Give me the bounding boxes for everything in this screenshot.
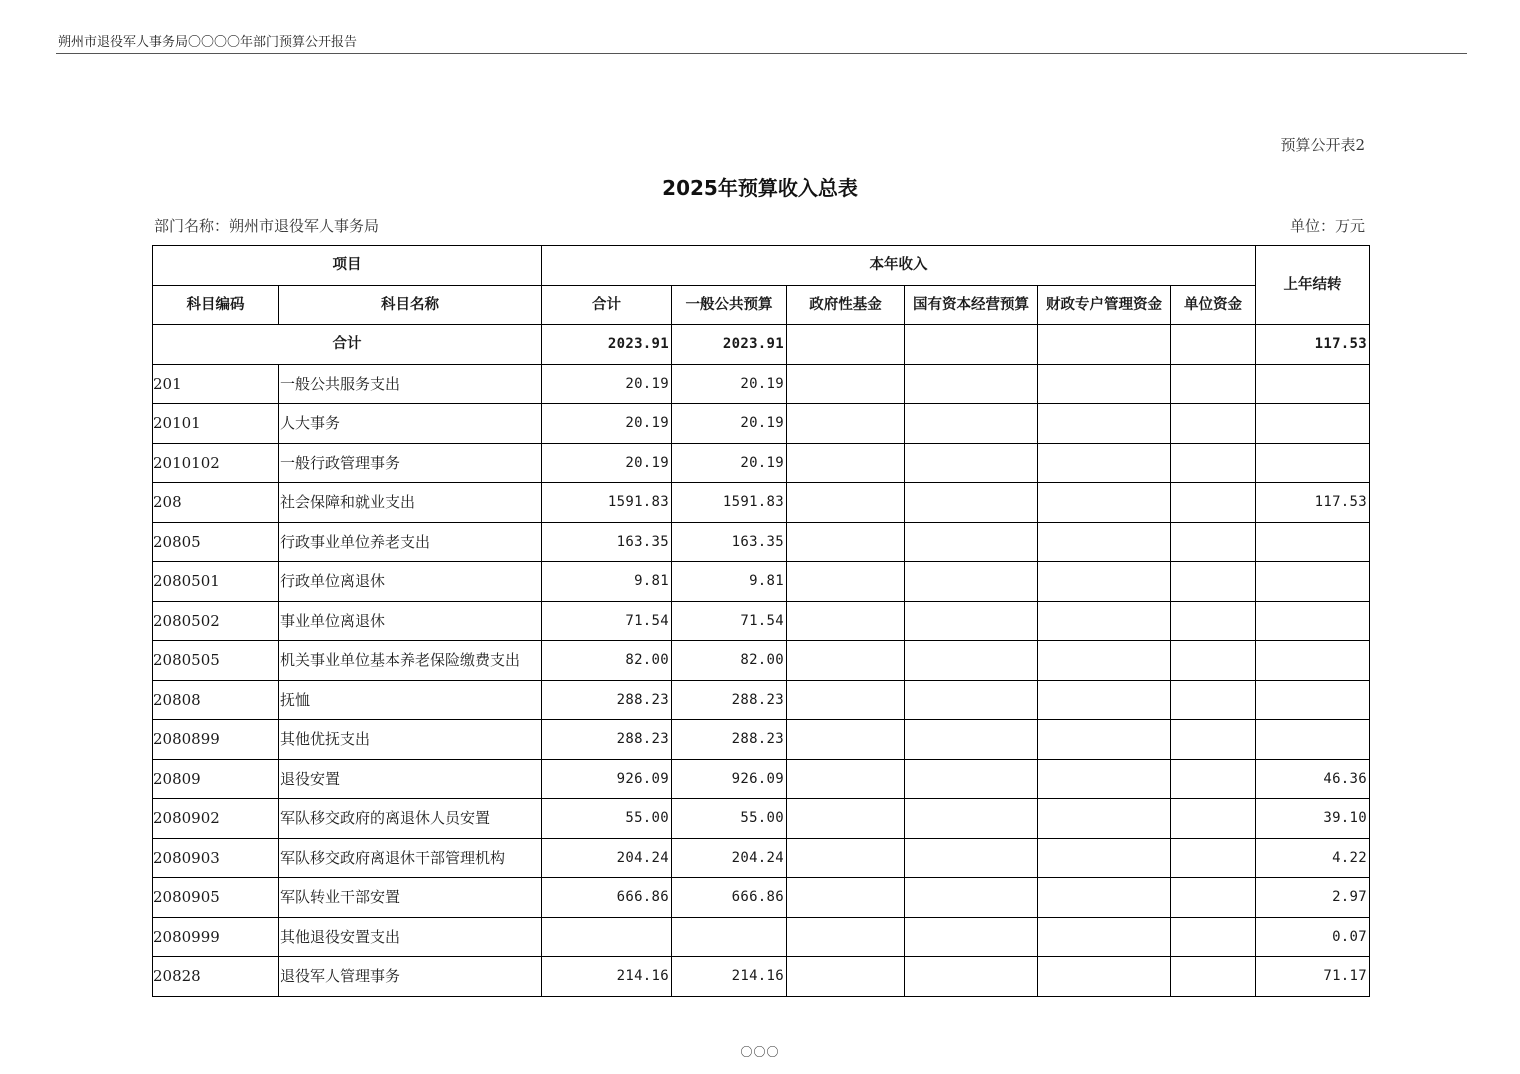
row-total: 20.19 [542, 443, 672, 483]
row-unit [1171, 562, 1256, 602]
row-carryover: 117.53 [1256, 483, 1370, 523]
row-special [1038, 641, 1171, 681]
department-name: 部门名称：朔州市退役军人事务局 [154, 217, 380, 235]
row-code: 2010102 [153, 443, 279, 483]
row-name: 其他退役安置支出 [279, 917, 542, 957]
header-prior-year-carryover: 上年结转 [1256, 246, 1370, 325]
row-gov-fund [787, 522, 905, 562]
row-name: 机关事业单位基本养老保险缴费支出 [279, 641, 542, 681]
row-gov-fund [787, 404, 905, 444]
row-state-capital [905, 522, 1038, 562]
row-state-capital [905, 720, 1038, 760]
row-state-capital [905, 917, 1038, 957]
row-special [1038, 759, 1171, 799]
row-unit [1171, 957, 1256, 997]
row-general [672, 917, 787, 957]
row-total: 288.23 [542, 720, 672, 760]
row-code: 2080505 [153, 641, 279, 681]
row-carryover [1256, 562, 1370, 602]
row-code: 2080903 [153, 838, 279, 878]
total-state-capital [905, 325, 1038, 365]
row-name: 军队转业干部安置 [279, 878, 542, 918]
row-unit [1171, 522, 1256, 562]
row-general: 9.81 [672, 562, 787, 602]
row-carryover [1256, 364, 1370, 404]
row-general: 55.00 [672, 799, 787, 839]
header-unit-funds: 单位资金 [1171, 285, 1256, 325]
row-unit [1171, 720, 1256, 760]
row-code: 201 [153, 364, 279, 404]
row-name: 军队移交政府的离退休人员安置 [279, 799, 542, 839]
row-carryover: 0.07 [1256, 917, 1370, 957]
total-gov-fund [787, 325, 905, 365]
row-state-capital [905, 601, 1038, 641]
row-carryover [1256, 720, 1370, 760]
row-name: 事业单位离退休 [279, 601, 542, 641]
row-general: 204.24 [672, 838, 787, 878]
row-total: 163.35 [542, 522, 672, 562]
row-gov-fund [787, 799, 905, 839]
row-total: 204.24 [542, 838, 672, 878]
row-unit [1171, 799, 1256, 839]
table-row [153, 641, 1370, 681]
row-special [1038, 878, 1171, 918]
header-general-public-budget: 一般公共预算 [672, 285, 787, 325]
row-state-capital [905, 562, 1038, 602]
row-unit [1171, 483, 1256, 523]
row-carryover [1256, 443, 1370, 483]
row-unit [1171, 601, 1256, 641]
row-unit [1171, 641, 1256, 681]
row-total: 214.16 [542, 957, 672, 997]
row-unit [1171, 680, 1256, 720]
row-general: 214.16 [672, 957, 787, 997]
row-special [1038, 562, 1171, 602]
row-carryover [1256, 522, 1370, 562]
row-gov-fund [787, 364, 905, 404]
table-row [153, 878, 1370, 918]
table-row [153, 443, 1370, 483]
row-gov-fund [787, 838, 905, 878]
total-sum: 2023.91 [542, 325, 672, 365]
row-gov-fund [787, 680, 905, 720]
row-total: 1591.83 [542, 483, 672, 523]
row-carryover: 39.10 [1256, 799, 1370, 839]
row-state-capital [905, 799, 1038, 839]
row-code: 2080905 [153, 878, 279, 918]
row-carryover: 46.36 [1256, 759, 1370, 799]
header-total: 合计 [542, 285, 672, 325]
total-carryover: 117.53 [1256, 325, 1370, 365]
table-row [153, 364, 1370, 404]
row-gov-fund [787, 759, 905, 799]
header-current-year-income: 本年收入 [542, 246, 1256, 286]
row-total: 71.54 [542, 601, 672, 641]
row-carryover [1256, 601, 1370, 641]
running-header: 朔州市退役军人事务局〇〇〇〇年部门预算公开报告 [58, 35, 358, 50]
row-state-capital [905, 641, 1038, 681]
row-general: 1591.83 [672, 483, 787, 523]
row-special [1038, 483, 1171, 523]
row-unit [1171, 364, 1256, 404]
row-total: 55.00 [542, 799, 672, 839]
total-unit [1171, 325, 1256, 365]
total-special [1038, 325, 1171, 365]
table-row [153, 799, 1370, 839]
row-code: 2080899 [153, 720, 279, 760]
row-gov-fund [787, 917, 905, 957]
table-row [153, 838, 1370, 878]
row-general: 926.09 [672, 759, 787, 799]
row-general: 82.00 [672, 641, 787, 681]
row-carryover: 4.22 [1256, 838, 1370, 878]
row-gov-fund [787, 562, 905, 602]
row-code: 2080502 [153, 601, 279, 641]
row-special [1038, 838, 1171, 878]
row-state-capital [905, 957, 1038, 997]
row-total: 666.86 [542, 878, 672, 918]
row-code: 20805 [153, 522, 279, 562]
page-title: 2025年预算收入总表 [662, 176, 858, 200]
row-gov-fund [787, 641, 905, 681]
table-number: 预算公开表2 [1280, 136, 1365, 154]
row-code: 20808 [153, 680, 279, 720]
table-row [153, 404, 1370, 444]
row-carryover [1256, 641, 1370, 681]
row-name: 一般行政管理事务 [279, 443, 542, 483]
row-unit [1171, 759, 1256, 799]
table-row [153, 562, 1370, 602]
row-gov-fund [787, 443, 905, 483]
unit-label: 单位：万元 [1289, 217, 1365, 235]
row-special [1038, 917, 1171, 957]
header-code: 科目编码 [153, 285, 279, 325]
row-state-capital [905, 878, 1038, 918]
row-general: 163.35 [672, 522, 787, 562]
page-number: 〇〇〇 [740, 1045, 780, 1059]
table-row [153, 720, 1370, 760]
row-name: 一般公共服务支出 [279, 364, 542, 404]
row-special [1038, 957, 1171, 997]
row-name: 社会保障和就业支出 [279, 483, 542, 523]
row-unit [1171, 917, 1256, 957]
row-code: 2080999 [153, 917, 279, 957]
row-total: 288.23 [542, 680, 672, 720]
header-special-fiscal: 财政专户管理资金 [1038, 285, 1171, 325]
table-row [153, 917, 1370, 957]
row-unit [1171, 838, 1256, 878]
row-general: 666.86 [672, 878, 787, 918]
row-carryover: 2.97 [1256, 878, 1370, 918]
row-carryover [1256, 680, 1370, 720]
row-state-capital [905, 680, 1038, 720]
row-code: 208 [153, 483, 279, 523]
row-name: 行政事业单位养老支出 [279, 522, 542, 562]
row-code: 20828 [153, 957, 279, 997]
row-general: 20.19 [672, 404, 787, 444]
table-row [153, 522, 1370, 562]
table-row [153, 601, 1370, 641]
total-general: 2023.91 [672, 325, 787, 365]
table-row [153, 680, 1370, 720]
row-total: 82.00 [542, 641, 672, 681]
table-row [153, 483, 1370, 523]
row-gov-fund [787, 720, 905, 760]
row-carryover [1256, 404, 1370, 444]
row-general: 288.23 [672, 680, 787, 720]
row-state-capital [905, 443, 1038, 483]
header-rule [56, 53, 1467, 54]
row-state-capital [905, 404, 1038, 444]
row-total: 9.81 [542, 562, 672, 602]
row-name: 退役军人管理事务 [279, 957, 542, 997]
row-name: 人大事务 [279, 404, 542, 444]
row-unit [1171, 443, 1256, 483]
row-special [1038, 522, 1171, 562]
row-special [1038, 364, 1171, 404]
row-state-capital [905, 838, 1038, 878]
row-special [1038, 680, 1171, 720]
header-name: 科目名称 [279, 285, 542, 325]
table-row [153, 759, 1370, 799]
budget-income-table [152, 245, 1370, 997]
row-code: 20101 [153, 404, 279, 444]
row-special [1038, 799, 1171, 839]
table-row [153, 957, 1370, 997]
header-government-fund: 政府性基金 [787, 285, 905, 325]
row-state-capital [905, 364, 1038, 404]
row-total: 20.19 [542, 404, 672, 444]
row-code: 20809 [153, 759, 279, 799]
row-gov-fund [787, 483, 905, 523]
row-special [1038, 443, 1171, 483]
row-gov-fund [787, 878, 905, 918]
row-special [1038, 404, 1171, 444]
row-unit [1171, 878, 1256, 918]
row-name: 其他优抚支出 [279, 720, 542, 760]
row-total [542, 917, 672, 957]
row-total: 20.19 [542, 364, 672, 404]
row-name: 军队移交政府离退休干部管理机构 [279, 838, 542, 878]
row-code: 2080501 [153, 562, 279, 602]
row-general: 20.19 [672, 443, 787, 483]
row-gov-fund [787, 601, 905, 641]
row-general: 71.54 [672, 601, 787, 641]
row-carryover: 71.17 [1256, 957, 1370, 997]
row-name: 行政单位离退休 [279, 562, 542, 602]
row-general: 288.23 [672, 720, 787, 760]
row-general: 20.19 [672, 364, 787, 404]
total-label: 合计 [153, 325, 542, 365]
row-special [1038, 720, 1171, 760]
row-unit [1171, 404, 1256, 444]
row-name: 抚恤 [279, 680, 542, 720]
row-total: 926.09 [542, 759, 672, 799]
header-project: 项目 [153, 246, 542, 286]
row-state-capital [905, 483, 1038, 523]
row-code: 2080902 [153, 799, 279, 839]
row-name: 退役安置 [279, 759, 542, 799]
header-state-capital: 国有资本经营预算 [905, 285, 1038, 325]
row-special [1038, 601, 1171, 641]
row-gov-fund [787, 957, 905, 997]
row-state-capital [905, 759, 1038, 799]
